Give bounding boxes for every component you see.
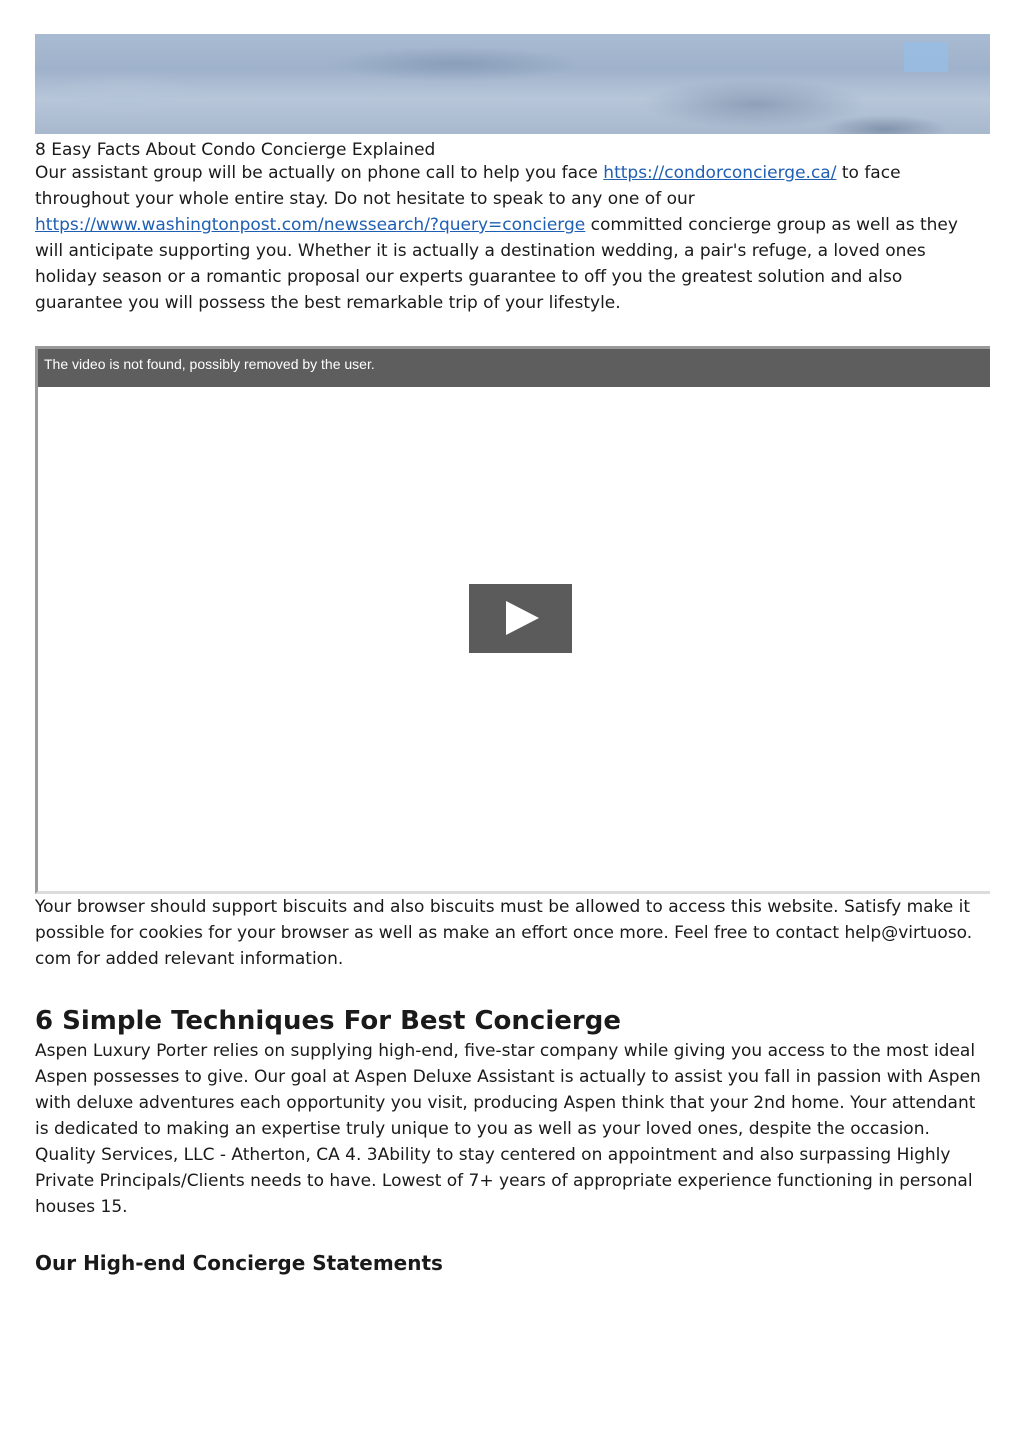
document-page [35, 34, 990, 1276]
play-button[interactable] [469, 584, 572, 653]
aspen-paragraph: Aspen Luxury Porter relies on supplying high-end, five-star company while giving you access to the most ideal Aspen possesses to give. Our goal at Aspen Deluxe Assistant is actually to assist you fall in passion with Aspen with deluxe adventures each opportunity you visit, producing Aspen think that your 2nd home. Your attendant is dedicated to making an expertise truly unique to you as well as your loved ones, despite the occasion. [35, 1041, 981, 1139]
play-icon [506, 601, 539, 635]
hero-caption: 8 Easy Facts About Condo Concierge Explained [35, 140, 436, 160]
intro-text-3: committed concierge group as well as they will anticipate supporting you. Whether it is actually a destination wedding, a pair's refuge, a loved ones holiday season or a romantic proposal our experts guarantee to off you the greatest solution and also guarantee you will possess the best remarkable trip of your lifestyle. [35, 215, 958, 313]
video-player[interactable] [35, 346, 990, 894]
intro-text-2: to face throughout your whole entire stay. Do not hesitate to speak to any one of our [35, 163, 901, 209]
hero-image [35, 34, 990, 134]
quality-services-paragraph: Quality Services, LLC - Atherton, CA 4. 3Ability to stay centered on appointment and also surpassing Highly Private Principals/Clients needs to have. Lowest of 7+ years of appropriate experience functioning in personal houses 15. [35, 1145, 973, 1217]
hero-image-highlight [904, 42, 948, 72]
intro-text-1: Our assistant group will be actually on phone call to help you face [35, 163, 604, 183]
section-heading-high-end-concierge: Our High-end Concierge Statements [35, 1251, 443, 1275]
condorconcierge-link[interactable]: https://condorconcierge.ca/ [603, 163, 837, 183]
washingtonpost-link[interactable]: https://www.washingtonpost.com/newssearch/?query=concierge [35, 215, 586, 235]
video-error-bar: The video is not found, possibly removed by the user. [38, 349, 990, 387]
section-heading-best-concierge: 6 Simple Techniques For Best Concierge [35, 1006, 621, 1036]
cookies-paragraph: Your browser should support biscuits and also biscuits must be allowed to access this website. Satisfy make it possible for cookies for your browser as well as make an effort once more. Feel free to contact help@virtuoso. com for added relevant information. [35, 897, 973, 969]
intro-paragraph [35, 160, 990, 316]
